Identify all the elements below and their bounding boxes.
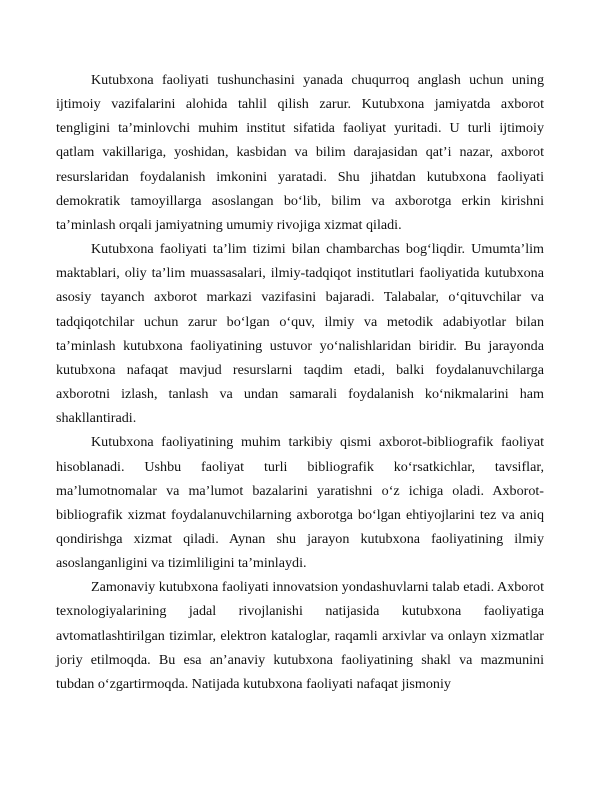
paragraph-4: Zamonaviy kutubxona faoliyati innovatsion yondashuvlarni talab etadi. Axborot texnologiyalarining jadal rivojlanishi natijasida kutubxona faoliyatiga avtomatlashtirilgan tizimlar, elektron kataloglar, raqamli arxivlar va onlayn xizmatlar joriy etilmoqda. Bu esa an’anaviy kutubxona faoliyatining shakl va mazmunini tubdan o‘zgartirmoqda. Natijada kutubxona faoliyati nafaqat jismoniy	[56, 579, 544, 692]
paragraph-2: Kutubxona faoliyati ta’lim tizimi bilan chambarchas bog‘liqdir. Umumta’lim maktablari, oliy ta’lim muassasalari, ilmiy-tadqiqot institutlari faoliyatida kutubxona asosiy tayanch axborot markazi vazifasini bajaradi. Talabalar, o‘qituvchilar va tadqiqotchilar uchun zarur bo‘lgan o‘quv, ilmiy va metodik adabiyotlar bilan ta’minlash kutubxona faoliyatining ustuvor yo‘nalishlaridan biridir. Bu jarayonda kutubxona nafaqat mavjud resurslarni taqdim etadi, balki foydalanuvchilarga axborotni izlash, tanlash va undan samarali foydalanish ko‘nikmalarini ham shakllantiradi.	[56, 241, 544, 427]
document-page	[56, 68, 544, 696]
paragraph-1: Kutubxona faoliyati tushunchasini yanada chuqurroq anglash uchun uning ijtimoiy vazifalarini alohida tahlil qilish zarur. Kutubxona jamiyatda axborot tengligini ta’minlovchi muhim institut sifatida faoliyat yuritadi. U turli ijtimoiy qatlam vakillariga, yoshidan, kasbidan va bilim darajasidan qat’i nazar, axborot resurslaridan foydalanish imkonini yaratadi. Shu jihatdan kutubxona faoliyati demokratik tamoyillarga asoslangan bo‘lib, bilim va axborotga erkin kirishni ta’minlash orqali jamiyatning umumiy rivojiga xizmat qiladi.	[56, 72, 544, 233]
paragraph-3: Kutubxona faoliyatining muhim tarkibiy qismi axborot-bibliografik faoliyat hisoblanadi. Ushbu faoliyat turli bibliografik ko‘rsatkichlar, tavsiflar, ma’lumotnomalar va ma’lumot bazalarini yaratishni o‘z ichiga oladi. Axborot-bibliografik xizmat foydalanuvchilarning axborotga bo‘lgan ehtiyojlarini tez va aniq qondirishga xizmat qiladi. Aynan shu jarayon kutubxona faoliyatining ilmiy asoslanganligini va tizimliligini ta’minlaydi.	[56, 434, 544, 572]
